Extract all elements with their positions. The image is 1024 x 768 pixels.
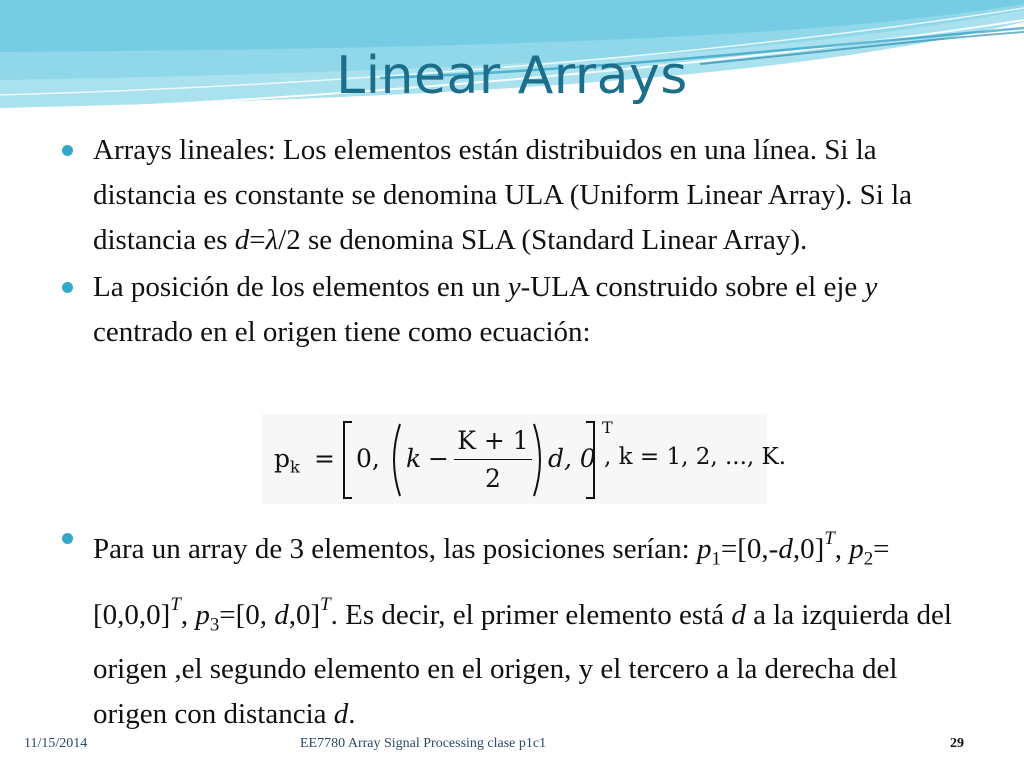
bullet-3-text: =[0, <box>219 598 275 631</box>
superscript-T: T <box>824 528 835 549</box>
left-paren-icon <box>388 422 402 498</box>
bullet-dot-icon <box>62 282 73 293</box>
fraction-bar <box>454 459 532 460</box>
bullet-3-text: . Es decir, el primer elemento está <box>330 598 732 631</box>
subscript-3: 3 <box>209 614 220 636</box>
bullet-2-text-c: centrado en el origen tiene como ecuación: <box>93 316 591 348</box>
bullet-1-text-a: Arrays lineales: Los elementos están distribuidos en una línea. Si la distancia es constante se denomina ULA (Uniform Linear Array). Si la distancia es <box>93 134 913 256</box>
formula-equals: = <box>314 444 335 473</box>
bullet-3-text: ,0] <box>288 598 321 631</box>
bullet-item-2 <box>60 265 960 355</box>
formula-numerator: K + 1 <box>457 426 529 455</box>
var-p2: p <box>849 533 864 566</box>
bullet-2-text-b: -ULA construido sobre el eje <box>520 271 865 303</box>
bullet-2-text-a: La posición de los elementos en un <box>93 271 508 303</box>
bullet-dot-icon <box>62 533 73 544</box>
var-d: d <box>333 698 349 731</box>
page-number: 29 <box>950 736 964 751</box>
bullet-dot-icon <box>62 145 73 156</box>
var-lambda: λ <box>265 224 279 256</box>
footer-course: EE7780 Array Signal Processing clase p1c1 <box>300 736 547 751</box>
var-d: d <box>778 533 793 566</box>
superscript-T: T <box>320 593 331 615</box>
var-p3: p <box>195 598 210 631</box>
bullet-3-text: Para un array de 3 elementos, las posiciones serían: <box>93 533 697 566</box>
left-bracket-icon <box>340 420 354 500</box>
equals-sign: = <box>249 224 266 256</box>
position-formula <box>262 414 787 504</box>
formula-transpose: T <box>602 418 613 437</box>
bullet-3-text: a la izquierda del origen ,el segundo elemento en el origen, y el tercero a la derecha del origen con distancia <box>93 598 952 731</box>
slide-title: Linear Arrays <box>336 46 688 106</box>
superscript-T: T <box>170 593 181 615</box>
subscript-2: 2 <box>863 548 874 570</box>
var-d: d <box>274 598 289 631</box>
var-y: y <box>507 271 521 303</box>
formula-denominator: 2 <box>485 464 501 493</box>
bullet-3-text: =[0,- <box>720 533 779 566</box>
formula-range: , k = 1, 2, ..., K. <box>604 444 787 470</box>
var-d: d <box>731 598 746 631</box>
bullet-3-text: , <box>834 533 850 566</box>
bullet-3-text: , <box>180 598 196 631</box>
formula-lhs: $p_k$ <box>274 444 300 477</box>
var-d: d <box>234 224 250 256</box>
formula-minus: − <box>428 444 449 473</box>
var-y: y <box>864 271 878 303</box>
bullet-3-text: =[0,0,0] <box>93 533 890 631</box>
right-paren-icon <box>532 422 546 498</box>
bullet-item-3 <box>60 516 960 737</box>
var-p1: p <box>696 533 712 566</box>
subscript-1: 1 <box>711 548 721 570</box>
bullet-item-1 <box>60 128 960 263</box>
bullet-list <box>60 128 960 357</box>
formula-tail: d, 0 <box>548 444 596 473</box>
bullet-list-2 <box>60 516 960 739</box>
bullet-3-text: . <box>348 698 356 731</box>
bullet-3-text: ,0] <box>792 533 825 566</box>
right-bracket-icon <box>584 420 598 500</box>
footer-date: 11/15/2014 <box>24 736 88 751</box>
bullet-1-text-b: /2 se denomina SLA (Standard Linear Array). <box>278 224 808 256</box>
formula-zero: 0, <box>356 444 380 473</box>
formula-k: k <box>406 444 422 473</box>
